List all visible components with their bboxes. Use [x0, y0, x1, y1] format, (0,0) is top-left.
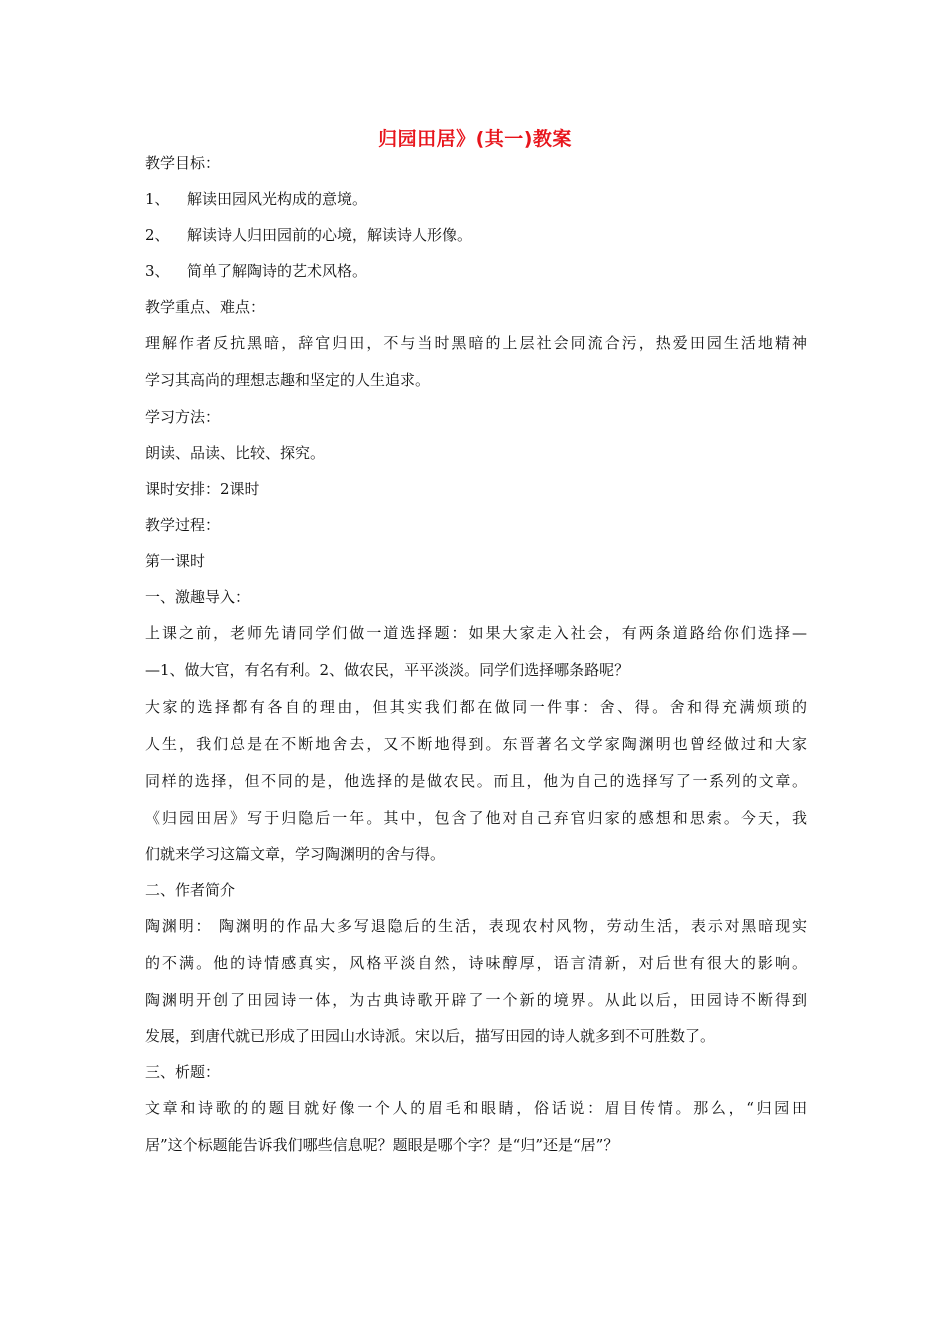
document-title: 归园田居》(其一)教案	[378, 128, 572, 150]
goal-item	[145, 181, 807, 217]
paragraph-line: 人生，我们总是在不断地舍去，又不断地得到。东晋著名文学家陶渊明也曾经做过和大家	[145, 735, 807, 753]
method-text: 朗读、品读、比较、探究。	[145, 444, 326, 462]
method-heading: 学习方法：	[145, 408, 221, 426]
key-points-heading: 教学重点、难点：	[145, 298, 266, 316]
paragraph-line: 上课之前，老师先请同学们做一道选择题：如果大家走入社会，有两条道路给你们选择—	[145, 624, 807, 642]
paragraph-line: 文章和诗歌的的题目就好像一个人的眉毛和眼睛，俗话说：眉目传情。那么，“归园田	[145, 1099, 807, 1117]
goals-heading: 教学目标：	[145, 154, 221, 172]
paragraph-line: 陶渊明： 陶渊明的作品大多写退隐后的生活，表现农村风物，劳动生活，表示对黑暗现实	[145, 917, 807, 935]
paragraph-line: 理解作者反抗黑暗，辞官归田，不与当时黑暗的上层社会同流合污，热爱田园生活地精神	[145, 334, 807, 352]
goal-number: 2、	[145, 226, 170, 244]
goal-text: 解读诗人归田园前的心境，解读诗人形像。	[187, 226, 473, 244]
section-heading: 三、析题：	[145, 1063, 221, 1081]
paragraph-line: 发展，到唐代就已形成了田园山水诗派。宋以后，描写田园的诗人就多到不可胜数了。	[145, 1027, 716, 1045]
goal-text: 简单了解陶诗的艺术风格。	[187, 262, 368, 280]
paragraph-line: —1、做大官，有名有利。2、做农民，平平淡淡。同学们选择哪条路呢？	[145, 661, 630, 679]
process-heading: 教学过程：	[145, 516, 221, 534]
goal-number: 3、	[145, 262, 170, 280]
section-heading: 一、激趣导入：	[145, 588, 251, 606]
schedule-text: 课时安排：2课时	[145, 480, 260, 498]
document-body	[145, 145, 807, 1164]
paragraph-line: 们就来学习这篇文章，学习陶渊明的舍与得。	[145, 845, 446, 863]
paragraph-line: 学习其高尚的理想志趣和坚定的人生追求。	[145, 371, 431, 389]
goal-item	[145, 217, 807, 253]
paragraph-line: 陶渊明开创了田园诗一体，为古典诗歌开辟了一个新的境界。从此以后，田园诗不断得到	[145, 991, 807, 1009]
goal-number: 1、	[145, 190, 170, 208]
paragraph-line: 《归园田居》写于归隐后一年。其中，包含了他对自己弃官归家的感想和思索。今天，我	[145, 809, 807, 827]
paragraph-line: 大家的选择都有各自的理由，但其实我们都在做同一件事：舍、得。舍和得充满烦琐的	[145, 698, 807, 716]
paragraph-line: 的不满。他的诗情感真实，风格平淡自然，诗味醇厚，语言清新，对后世有很大的影响。	[145, 954, 807, 972]
paragraph-line: 同样的选择，但不同的是，他选择的是做农民。而且，他为自己的选择写了一系列的文章。	[145, 772, 807, 790]
goal-text: 解读田园风光构成的意境。	[187, 190, 368, 208]
goal-item	[145, 253, 807, 289]
paragraph-line: 居”这个标题能告诉我们哪些信息呢？题眼是哪个字？是“归”还是“居”？	[145, 1136, 619, 1154]
lesson-heading: 第一课时	[145, 552, 206, 570]
section-heading: 二、作者简介	[145, 881, 236, 899]
